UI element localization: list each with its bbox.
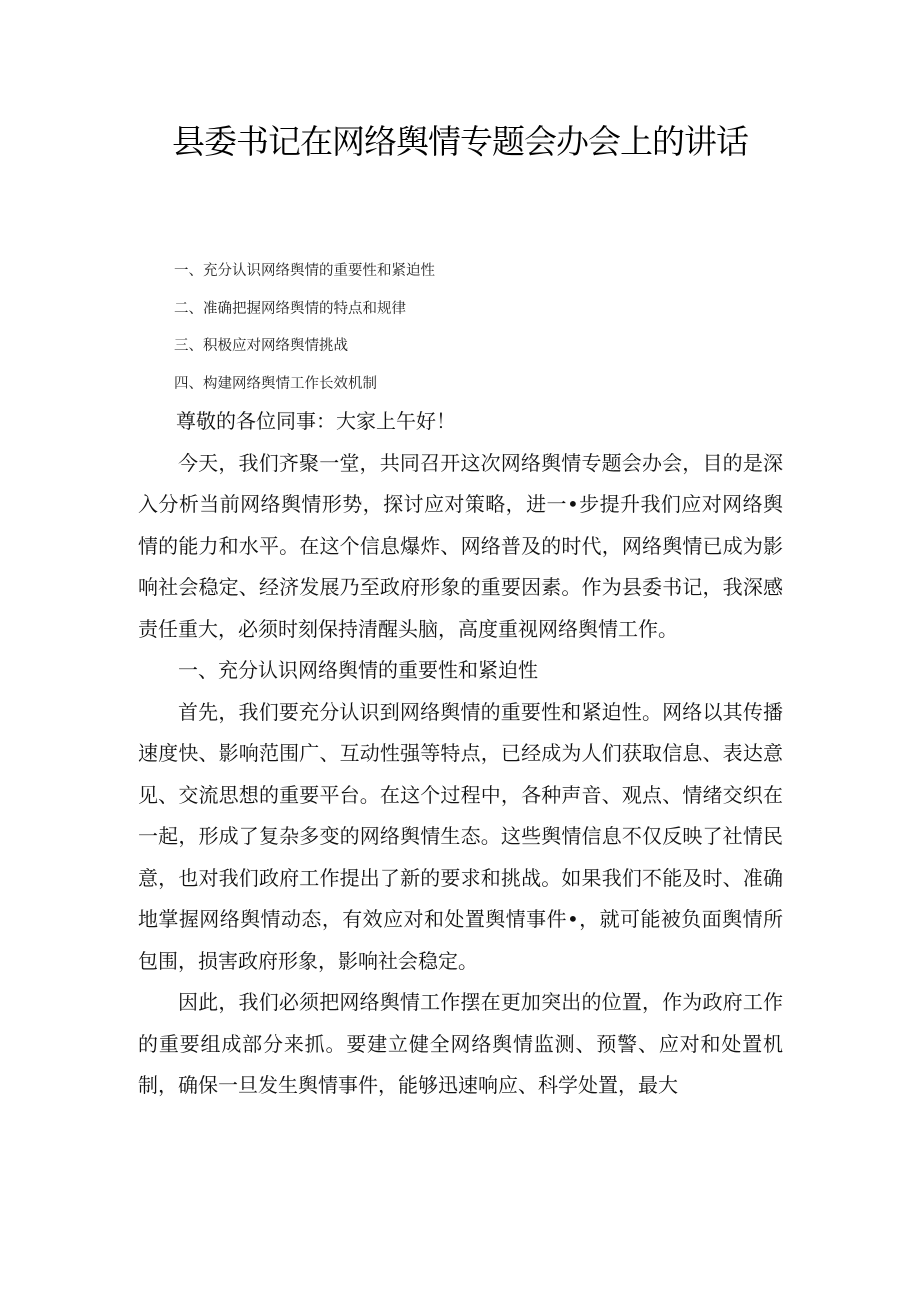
toc-item-2: 二、准确把握网络舆情的特点和规律 bbox=[174, 300, 406, 317]
toc-item-4: 四、构建网络舆情工作长效机制 bbox=[174, 375, 377, 392]
greeting-line: 尊敬的各位同事：大家上午好！ bbox=[176, 409, 456, 433]
document-title: 县委书记在网络舆情专题会办会上的讲话 bbox=[172, 122, 748, 161]
paragraph-therefore: 因此，我们必须把网络舆情工作摆在更加突出的位置，作为政府工作的重要组成部分来抓。要建立健全网络舆情监测、预警、应对和处置机制，确保一旦发生舆情事件，能够迅速响应、科学处置，最大 bbox=[138, 990, 783, 1097]
speech-body bbox=[138, 401, 783, 1107]
paragraph-opening: 今天，我们齐聚一堂，共同召开这次网络舆情专题会办会，目的是深入分析当前网络舆情形势，探讨应对策略，进一•步提升我们应对网络舆情的能力和水平。在这个信息爆炸、网络普及的时代，网络舆情已成为影响社会稳定、经济发展乃至政府形象的重要因素。作为县委书记，我深感责任重大，必须时刻保持清醒头脑，高度重视网络舆情工作。 bbox=[138, 450, 783, 641]
toc-item-1: 一、充分认识网络舆情的重要性和紧迫性 bbox=[174, 263, 435, 279]
table-of-contents bbox=[174, 256, 435, 406]
section-heading-1: 一、充分认识网络舆情的重要性和紧迫性 bbox=[178, 658, 538, 682]
paragraph-section-1: 首先，我们要充分认识到网络舆情的重要性和紧迫性。网络以其传播速度快、影响范围广、互动性强等特点，已经成为人们获取信息、表达意见、交流思想的重要平台。在这个过程中，各种声音、观点、情绪交织在一起，形成了复杂多变的网络舆情生态。这些舆情信息不仅反映了社情民意，也对我们政府工作提出了新的要求和挑战。如果我们不能及时、准确地掌握网络舆情动态，有效应对和处置舆情事件•，就可能被负面舆情所包围，损害政府形象，影响社会稳定。 bbox=[138, 699, 783, 973]
toc-item-3: 三、积极应对网络舆情挑战 bbox=[174, 338, 348, 354]
